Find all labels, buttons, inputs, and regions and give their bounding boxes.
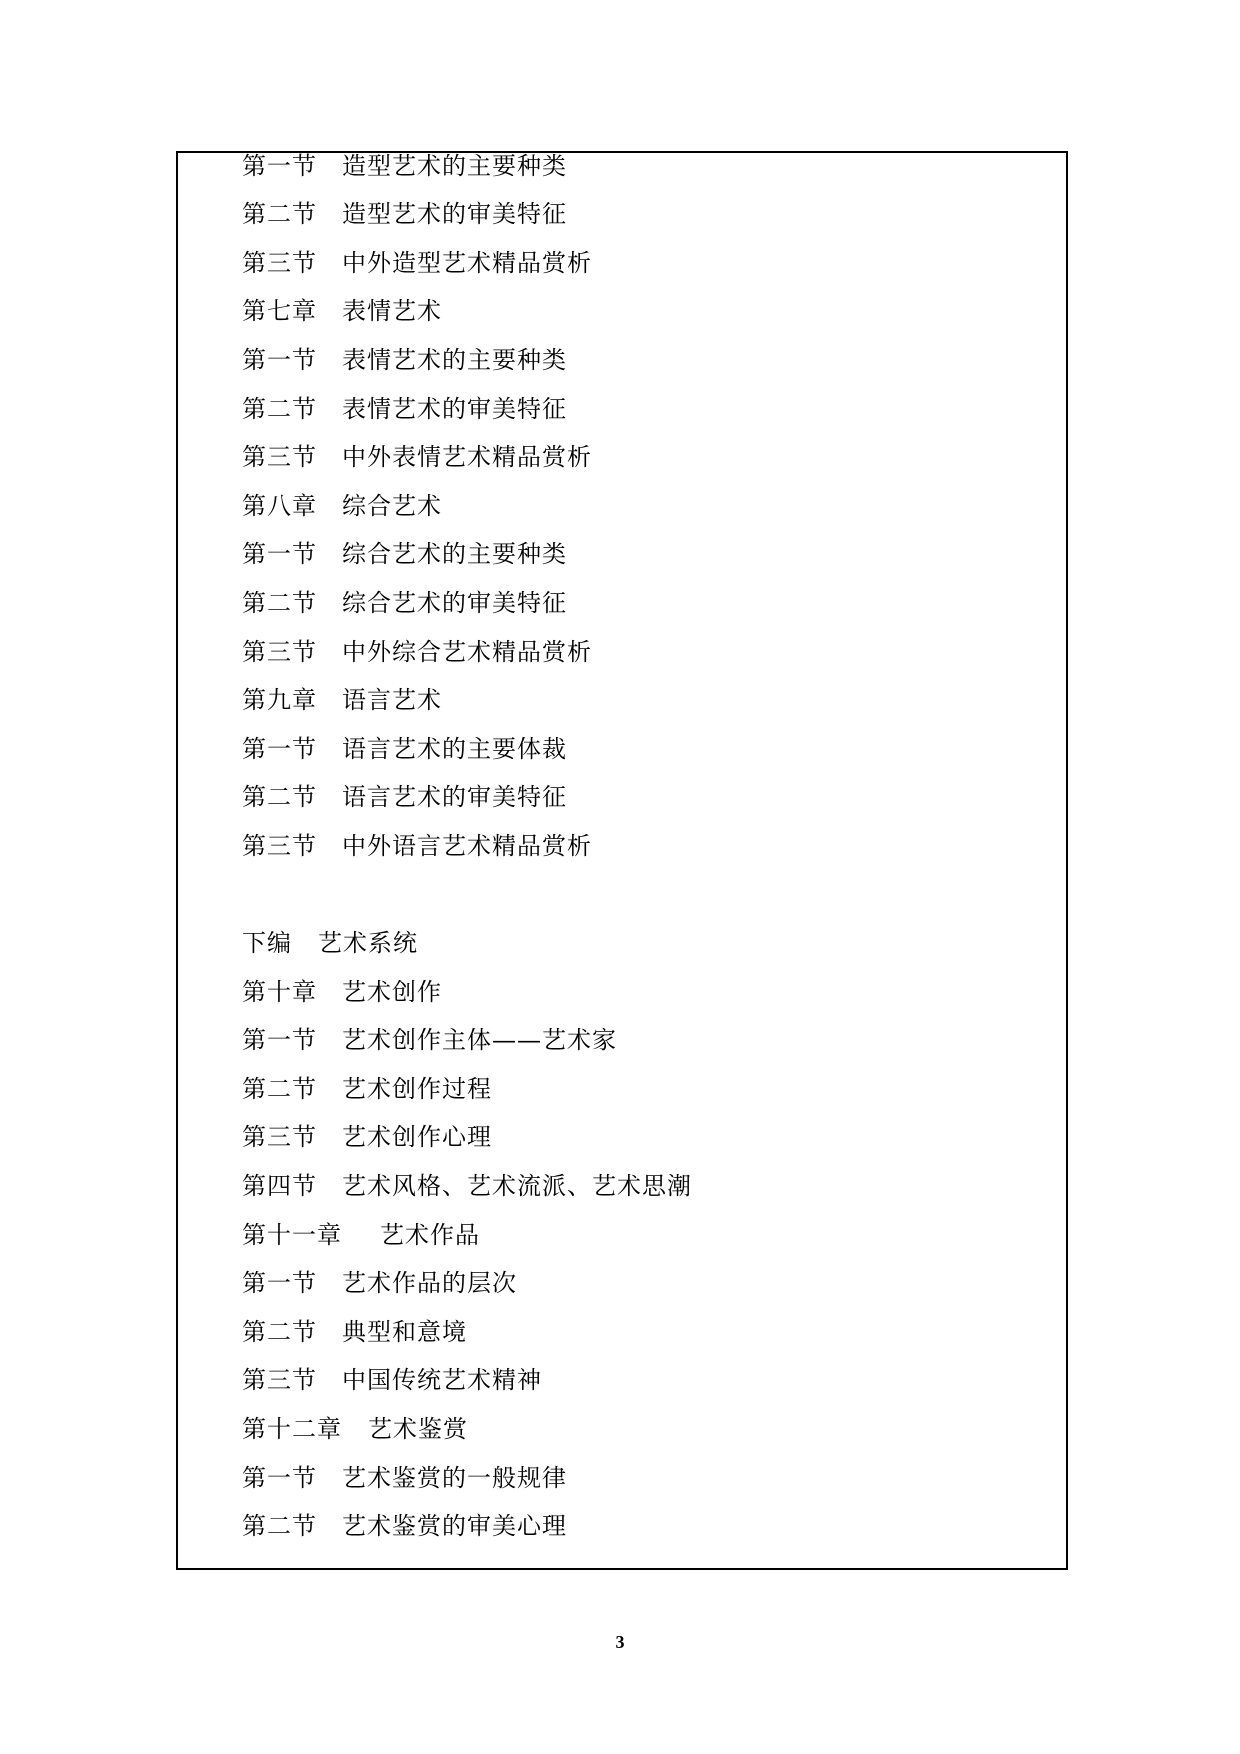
toc-entry xyxy=(242,437,592,477)
entry-title: 表情艺术的审美特征 xyxy=(342,395,567,423)
toc-entry xyxy=(242,146,567,186)
toc-entry xyxy=(242,1312,467,1352)
toc-entry xyxy=(242,680,442,720)
entry-title: 艺术作品 xyxy=(380,1221,480,1249)
entry-title: 艺术创作心理 xyxy=(342,1123,492,1151)
entry-title: 中国传统艺术精神 xyxy=(342,1366,542,1394)
entry-title: 造型艺术的审美特征 xyxy=(342,200,567,228)
toc-entry xyxy=(242,1458,567,1498)
entry-number: 第一节 xyxy=(242,540,317,568)
toc-entry xyxy=(242,972,442,1012)
toc-entry xyxy=(242,1166,692,1206)
entry-number: 第二节 xyxy=(242,589,317,617)
entry-title: 中外语言艺术精品赏析 xyxy=(342,832,592,860)
entry-number: 第八章 xyxy=(242,492,317,520)
entry-title: 典型和意境 xyxy=(342,1318,467,1346)
entry-title: 艺术作品的层次 xyxy=(342,1269,517,1297)
toc-entry xyxy=(242,1020,617,1060)
entry-number: 第三节 xyxy=(242,832,317,860)
entry-number: 第九章 xyxy=(242,686,317,714)
entry-number: 第一节 xyxy=(242,735,317,763)
entry-number: 第十一章 xyxy=(242,1221,342,1249)
entry-title: 表情艺术的主要种类 xyxy=(342,346,567,374)
toc-entry xyxy=(242,243,592,283)
entry-number: 第十章 xyxy=(242,978,317,1006)
toc-entry xyxy=(242,534,567,574)
toc-entry xyxy=(242,583,567,623)
entry-number: 第一节 xyxy=(242,1026,317,1054)
toc-entry xyxy=(242,1360,542,1400)
entry-number: 第三节 xyxy=(242,1123,317,1151)
entry-title: 艺术创作 xyxy=(342,978,442,1006)
entry-number: 第一节 xyxy=(242,152,317,180)
entry-number: 第二节 xyxy=(242,1318,317,1346)
toc-entry xyxy=(242,291,442,331)
entry-number: 第二节 xyxy=(242,1075,317,1103)
entry-number: 第三节 xyxy=(242,249,317,277)
entry-number: 第二节 xyxy=(242,200,317,228)
toc-entry xyxy=(242,1215,480,1255)
entry-title: 中外表情艺术精品赏析 xyxy=(342,443,592,471)
entry-title: 艺术风格、艺术流派、艺术思潮 xyxy=(342,1172,692,1200)
toc-part-heading xyxy=(242,923,418,963)
entry-title: 艺术鉴赏 xyxy=(368,1415,468,1443)
entry-number: 第一节 xyxy=(242,1464,317,1492)
entry-title: 造型艺术的主要种类 xyxy=(342,152,567,180)
entry-number: 第二节 xyxy=(242,1512,317,1540)
toc-entry xyxy=(242,194,567,234)
toc-entry xyxy=(242,632,592,672)
part-number: 下编 xyxy=(242,929,292,957)
entry-title: 艺术创作过程 xyxy=(342,1075,492,1103)
entry-number: 第一节 xyxy=(242,1269,317,1297)
toc-entry xyxy=(242,1506,567,1546)
entry-number: 第七章 xyxy=(242,297,317,325)
entry-number: 第一节 xyxy=(242,346,317,374)
toc-entry xyxy=(242,729,567,769)
entry-title: 语言艺术的审美特征 xyxy=(342,783,567,811)
entry-title: 表情艺术 xyxy=(342,297,442,325)
toc-entry xyxy=(242,340,567,380)
entry-number: 第三节 xyxy=(242,1366,317,1394)
toc-entry xyxy=(242,1069,492,1109)
entry-title: 艺术鉴赏的审美心理 xyxy=(342,1512,567,1540)
toc-entry xyxy=(242,1263,517,1303)
entry-number: 第三节 xyxy=(242,443,317,471)
entry-number: 第二节 xyxy=(242,395,317,423)
entry-number: 第十二章 xyxy=(242,1415,342,1443)
entry-title: 艺术鉴赏的一般规律 xyxy=(342,1464,567,1492)
toc-entry xyxy=(242,1409,468,1449)
entry-number: 第四节 xyxy=(242,1172,317,1200)
entry-title: 综合艺术的审美特征 xyxy=(342,589,567,617)
toc-entry xyxy=(242,1117,492,1157)
toc-entry xyxy=(242,777,567,817)
entry-number: 第三节 xyxy=(242,638,317,666)
part-title: 艺术系统 xyxy=(318,929,418,957)
entry-title: 中外综合艺术精品赏析 xyxy=(342,638,592,666)
entry-title: 中外造型艺术精品赏析 xyxy=(342,249,592,277)
entry-title: 语言艺术的主要体裁 xyxy=(342,735,567,763)
toc-entry xyxy=(242,389,567,429)
entry-number: 第二节 xyxy=(242,783,317,811)
toc-entry xyxy=(242,826,592,866)
page-number: 3 xyxy=(615,1632,625,1652)
entry-title: 综合艺术的主要种类 xyxy=(342,540,567,568)
toc-entry xyxy=(242,486,442,526)
entry-title: 艺术创作主体——艺术家 xyxy=(342,1026,617,1054)
entry-title: 语言艺术 xyxy=(342,686,442,714)
entry-title: 综合艺术 xyxy=(342,492,442,520)
